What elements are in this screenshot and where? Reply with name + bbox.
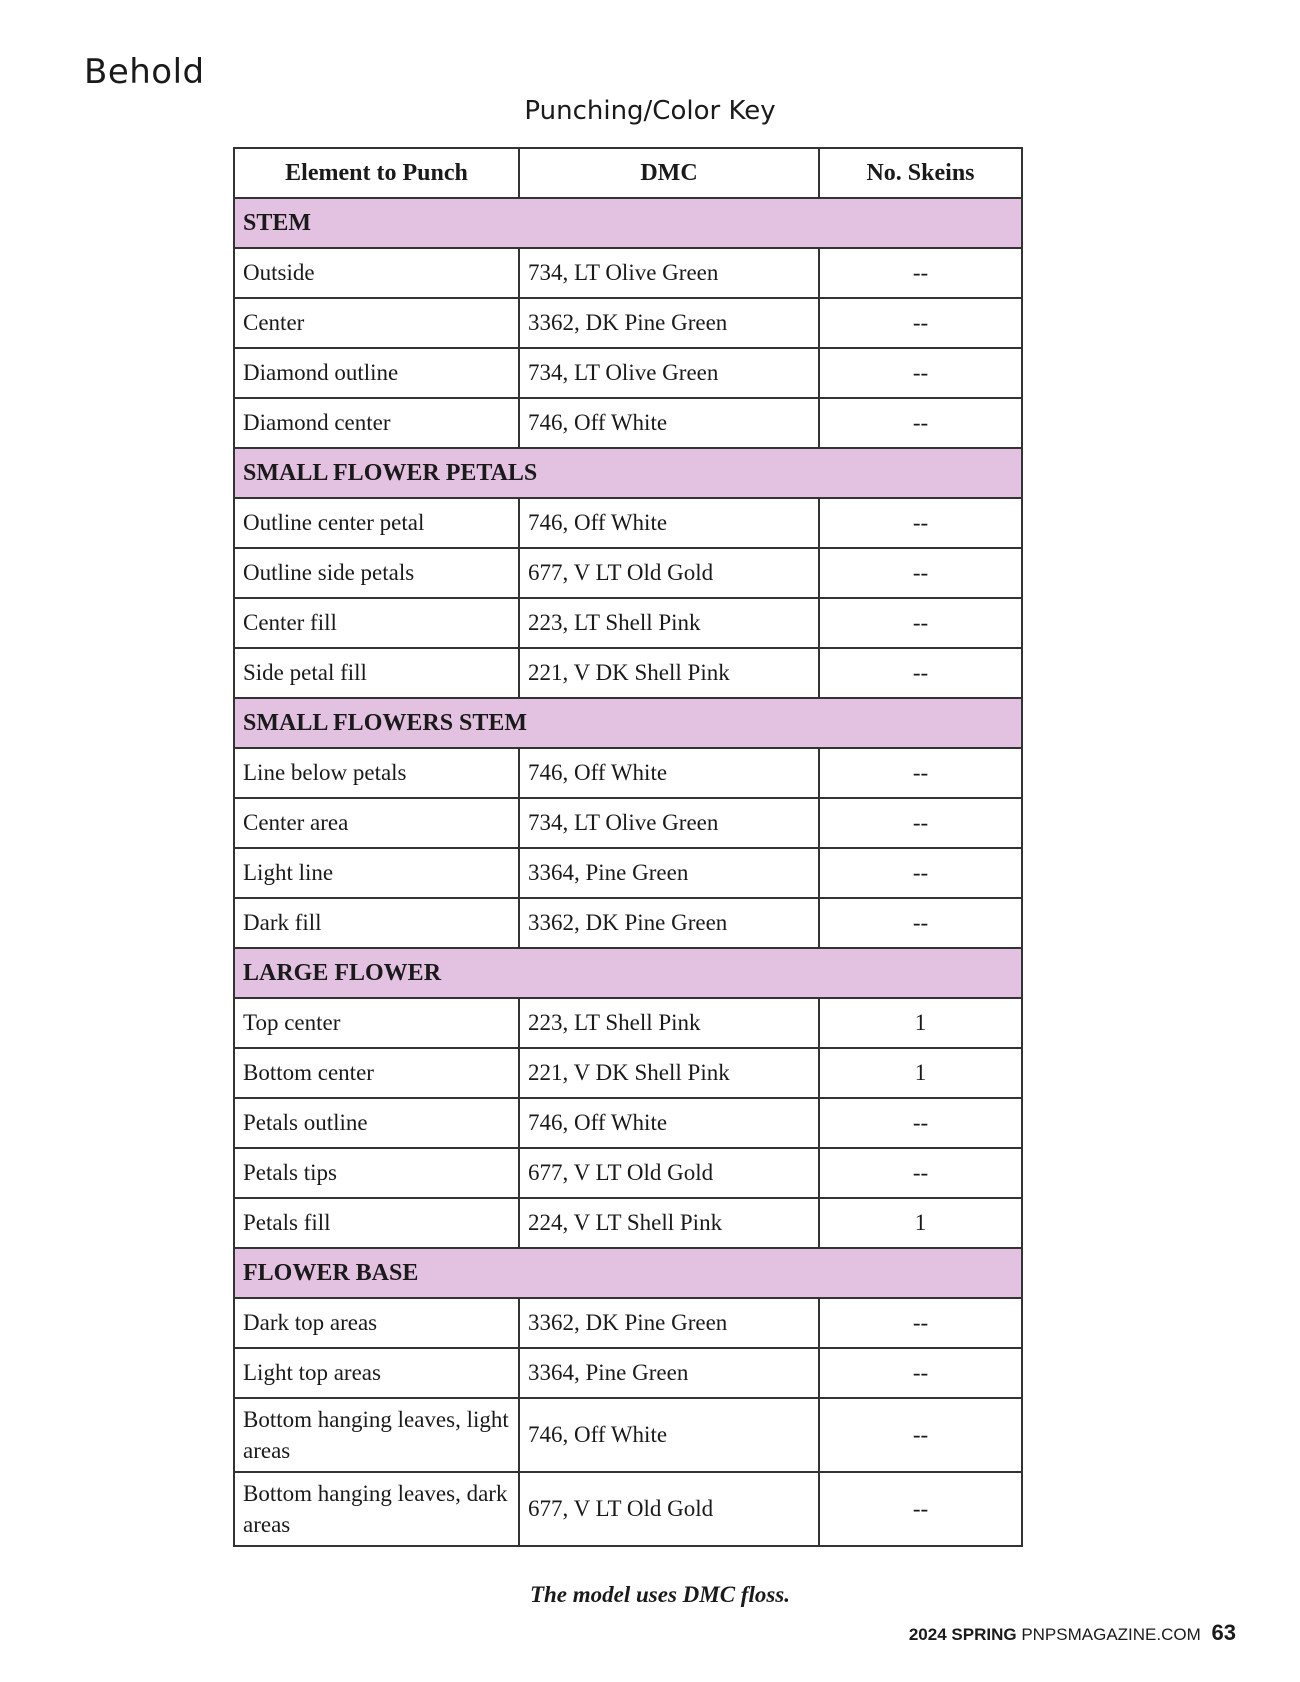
skeins-cell: -- [819,748,1022,798]
element-cell: Diamond outline [234,348,519,398]
element-cell: Dark fill [234,898,519,948]
skeins-cell: -- [819,1298,1022,1348]
skeins-cell: -- [819,298,1022,348]
dmc-cell: 746, Off White [519,398,819,448]
dmc-cell: 734, LT Olive Green [519,248,819,298]
skeins-cell: 1 [819,1048,1022,1098]
element-cell: Dark top areas [234,1298,519,1348]
dmc-cell: 224, V LT Shell Pink [519,1198,819,1248]
skeins-cell: -- [819,848,1022,898]
footer-site: PNPSMAGAZINE.COM [1021,1625,1201,1644]
skeins-cell: -- [819,1398,1022,1472]
table-row [234,648,1022,698]
color-key-table [233,147,1023,1547]
table-header-row [234,148,1022,198]
table-row [234,798,1022,848]
element-cell: Petals tips [234,1148,519,1198]
element-cell: Petals fill [234,1198,519,1248]
dmc-cell: 221, V DK Shell Pink [519,648,819,698]
table-row [234,548,1022,598]
table-row [234,1298,1022,1348]
element-cell: Top center [234,998,519,1048]
skeins-cell: -- [819,1148,1022,1198]
dmc-cell: 734, LT Olive Green [519,348,819,398]
table-row [234,398,1022,448]
skeins-cell: -- [819,248,1022,298]
dmc-cell: 223, LT Shell Pink [519,998,819,1048]
element-cell: Outside [234,248,519,298]
table-row [234,898,1022,948]
table-row [234,598,1022,648]
section-label: FLOWER BASE [234,1248,1022,1298]
section-row [234,1248,1022,1298]
dmc-cell: 734, LT Olive Green [519,798,819,848]
column-header-element: Element to Punch [234,148,519,198]
section-row [234,448,1022,498]
skeins-cell: -- [819,348,1022,398]
element-cell: Diamond center [234,398,519,448]
section-label: STEM [234,198,1022,248]
dmc-cell: 677, V LT Old Gold [519,1148,819,1198]
dmc-cell: 677, V LT Old Gold [519,1472,819,1546]
column-header-skeins: No. Skeins [819,148,1022,198]
footer-season: 2024 SPRING [908,1625,1017,1644]
element-cell: Line below petals [234,748,519,798]
skeins-cell: 1 [819,1198,1022,1248]
skeins-cell: 1 [819,998,1022,1048]
element-cell: Center fill [234,598,519,648]
dmc-cell: 3362, DK Pine Green [519,898,819,948]
page-footer [909,1620,1236,1646]
skeins-cell: -- [819,548,1022,598]
dmc-cell: 3362, DK Pine Green [519,1298,819,1348]
element-cell: Light top areas [234,1348,519,1398]
table-row [234,348,1022,398]
table-row [234,748,1022,798]
page-number: 63 [1211,1620,1236,1645]
skeins-cell: -- [819,1098,1022,1148]
dmc-cell: 223, LT Shell Pink [519,598,819,648]
table-row [234,1198,1022,1248]
page-title: Behold [84,52,205,92]
dmc-cell: 221, V DK Shell Pink [519,1048,819,1098]
floss-note: The model uses DMC floss. [529,1582,791,1607]
element-cell: Bottom hanging leaves, light areas [234,1398,519,1472]
dmc-cell: 3364, Pine Green [519,1348,819,1398]
skeins-cell: -- [819,1472,1022,1546]
element-cell: Side petal fill [234,648,519,698]
table-row [234,498,1022,548]
table-title: Punching/Color Key [524,96,776,126]
table-row [234,298,1022,348]
skeins-cell: -- [819,898,1022,948]
skeins-cell: -- [819,398,1022,448]
dmc-cell: 677, V LT Old Gold [519,548,819,598]
table-row [234,1398,1022,1472]
element-cell: Bottom center [234,1048,519,1098]
table-row [234,1148,1022,1198]
table-row [234,1048,1022,1098]
skeins-cell: -- [819,648,1022,698]
dmc-cell: 746, Off White [519,748,819,798]
section-label: SMALL FLOWERS STEM [234,698,1022,748]
element-cell: Outline center petal [234,498,519,548]
skeins-cell: -- [819,798,1022,848]
dmc-cell: 746, Off White [519,1398,819,1472]
dmc-cell: 746, Off White [519,498,819,548]
element-cell: Light line [234,848,519,898]
element-cell: Petals outline [234,1098,519,1148]
skeins-cell: -- [819,598,1022,648]
section-row [234,698,1022,748]
table-row [234,848,1022,898]
table-row [234,248,1022,298]
section-label: LARGE FLOWER [234,948,1022,998]
table-row [234,998,1022,1048]
column-header-dmc: DMC [519,148,819,198]
element-cell: Outline side petals [234,548,519,598]
table-row [234,1348,1022,1398]
section-row [234,198,1022,248]
dmc-cell: 746, Off White [519,1098,819,1148]
section-row [234,948,1022,998]
section-label: SMALL FLOWER PETALS [234,448,1022,498]
table-row [234,1472,1022,1546]
skeins-cell: -- [819,1348,1022,1398]
element-cell: Center area [234,798,519,848]
table-row [234,1098,1022,1148]
skeins-cell: -- [819,498,1022,548]
dmc-cell: 3364, Pine Green [519,848,819,898]
element-cell: Center [234,298,519,348]
element-cell: Bottom hanging leaves, dark areas [234,1472,519,1546]
dmc-cell: 3362, DK Pine Green [519,298,819,348]
